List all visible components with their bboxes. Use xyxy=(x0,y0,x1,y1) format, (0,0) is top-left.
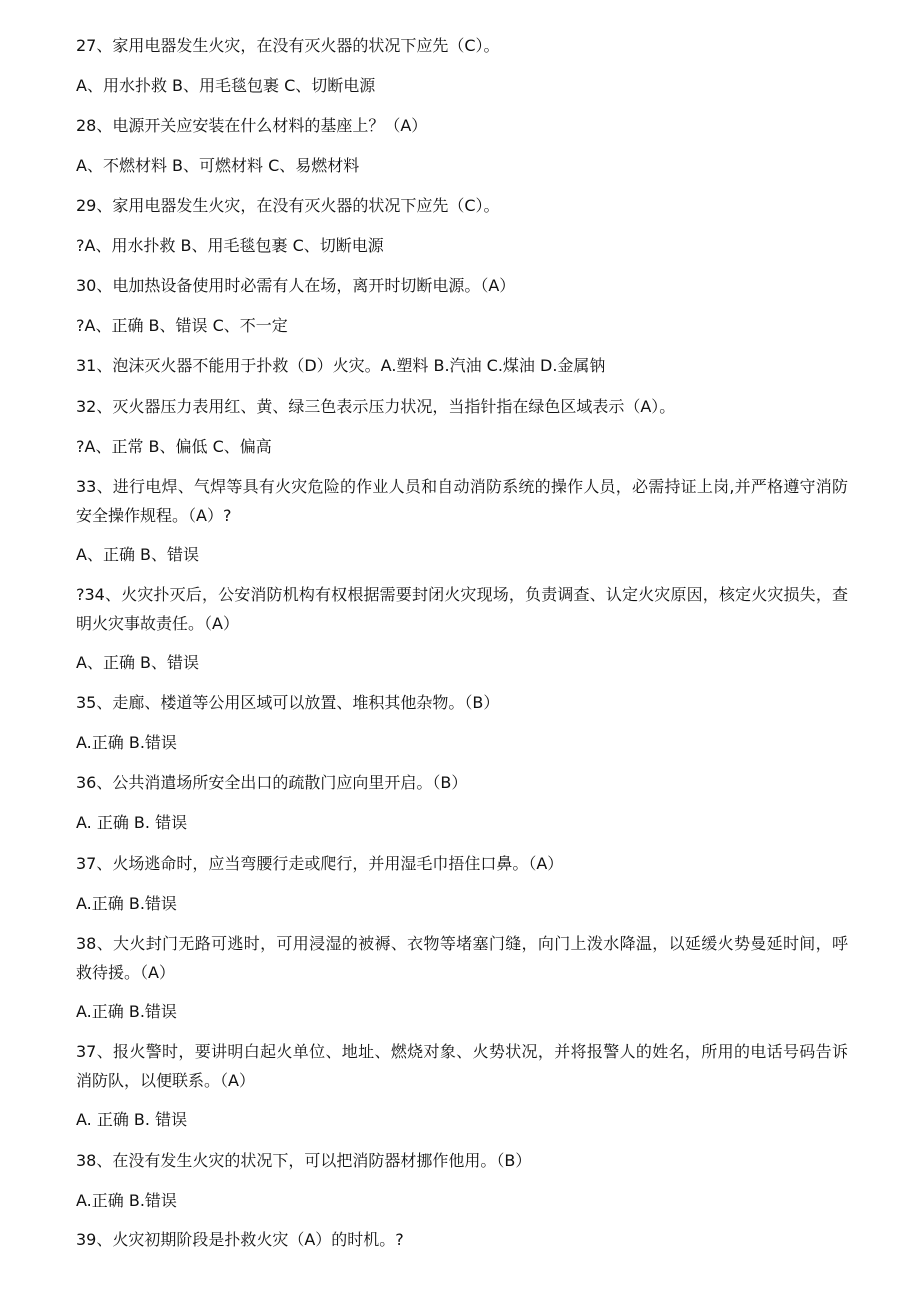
options-28: A、不燃材料 B、可燃材料 C、易燃材料 xyxy=(76,156,360,175)
question-32: 32、灭火器压力表用红、黄、绿三色表示压力状况，当指针指在绿色区域表示（A）。 xyxy=(76,397,676,416)
question-33: 33、进行电焊、气焊等具有火灾危险的作业人员和自动消防系统的操作人员，必需持证上岗,并严格遵守消防安全操作规程。（A）? xyxy=(76,477,848,525)
question-35: 35、走廊、楼道等公用区域可以放置、堆积其他杂物。（B） xyxy=(76,693,500,712)
options-30: ?A、正确 B、错误 C、不一定 xyxy=(76,316,288,335)
options-37: A.正确 B.错误 xyxy=(76,894,177,913)
question-36: 36、公共消遣场所安全出口的疏散门应向里开启。（B） xyxy=(76,773,468,792)
options-29: ?A、用水扑救 B、用毛毯包裹 C、切断电源 xyxy=(76,236,384,255)
options-38: A.正确 B.错误 xyxy=(76,1002,177,1021)
question-29: 29、家用电器发生火灾，在没有灭火器的状况下应先（C）。 xyxy=(76,196,500,215)
options-36: A. 正确 B. 错误 xyxy=(76,813,188,832)
options-35: A.正确 B.错误 xyxy=(76,733,177,752)
options-27: A、用水扑救 B、用毛毯包裹 C、切断电源 xyxy=(76,76,376,95)
question-27: 27、家用电器发生火灾，在没有灭火器的状况下应先（C）。 xyxy=(76,36,500,55)
question-38b: 38、在没有发生火灾的状况下，可以把消防器材挪作他用。（B） xyxy=(76,1151,532,1170)
question-39: 39、火灾初期阶段是扑救火灾（A）的时机。? xyxy=(76,1230,404,1249)
question-28: 28、电源开关应安装在什么材料的基座上？（A） xyxy=(76,116,428,135)
question-38: 38、大火封门无路可逃时，可用浸湿的被褥、衣物等堵塞门缝，向门上泼水降温，以延缓火势曼延时间，呼救待援。（A） xyxy=(76,934,848,982)
options-38b: A.正确 B.错误 xyxy=(76,1191,177,1210)
question-34: ?34、火灾扑灭后，公安消防机构有权根据需要封闭火灾现场，负责调查、认定火灾原因，核定火灾损失，查明火灾事故责任。（A） xyxy=(76,585,848,633)
options-37b: A. 正确 B. 错误 xyxy=(76,1110,188,1129)
question-30: 30、电加热设备使用时必需有人在场，离开时切断电源。（A） xyxy=(76,276,516,295)
options-33: A、正确 B、错误 xyxy=(76,545,200,564)
question-37: 37、火场逃命时，应当弯腰行走或爬行，并用湿毛巾捂住口鼻。（A） xyxy=(76,854,564,873)
options-32: ?A、正常 B、偏低 C、偏高 xyxy=(76,437,272,456)
options-34: A、正确 B、错误 xyxy=(76,653,200,672)
question-37b: 37、报火警时，要讲明白起火单位、地址、燃烧对象、火势状况，并将报警人的姓名，所用的电话号码告诉消防队，以便联系。（A） xyxy=(76,1042,848,1090)
question-31: 31、泡沫灭火器不能用于扑救（D）火灾。A.塑料 B.汽油 C.煤油 D.金属钠 xyxy=(76,356,606,375)
